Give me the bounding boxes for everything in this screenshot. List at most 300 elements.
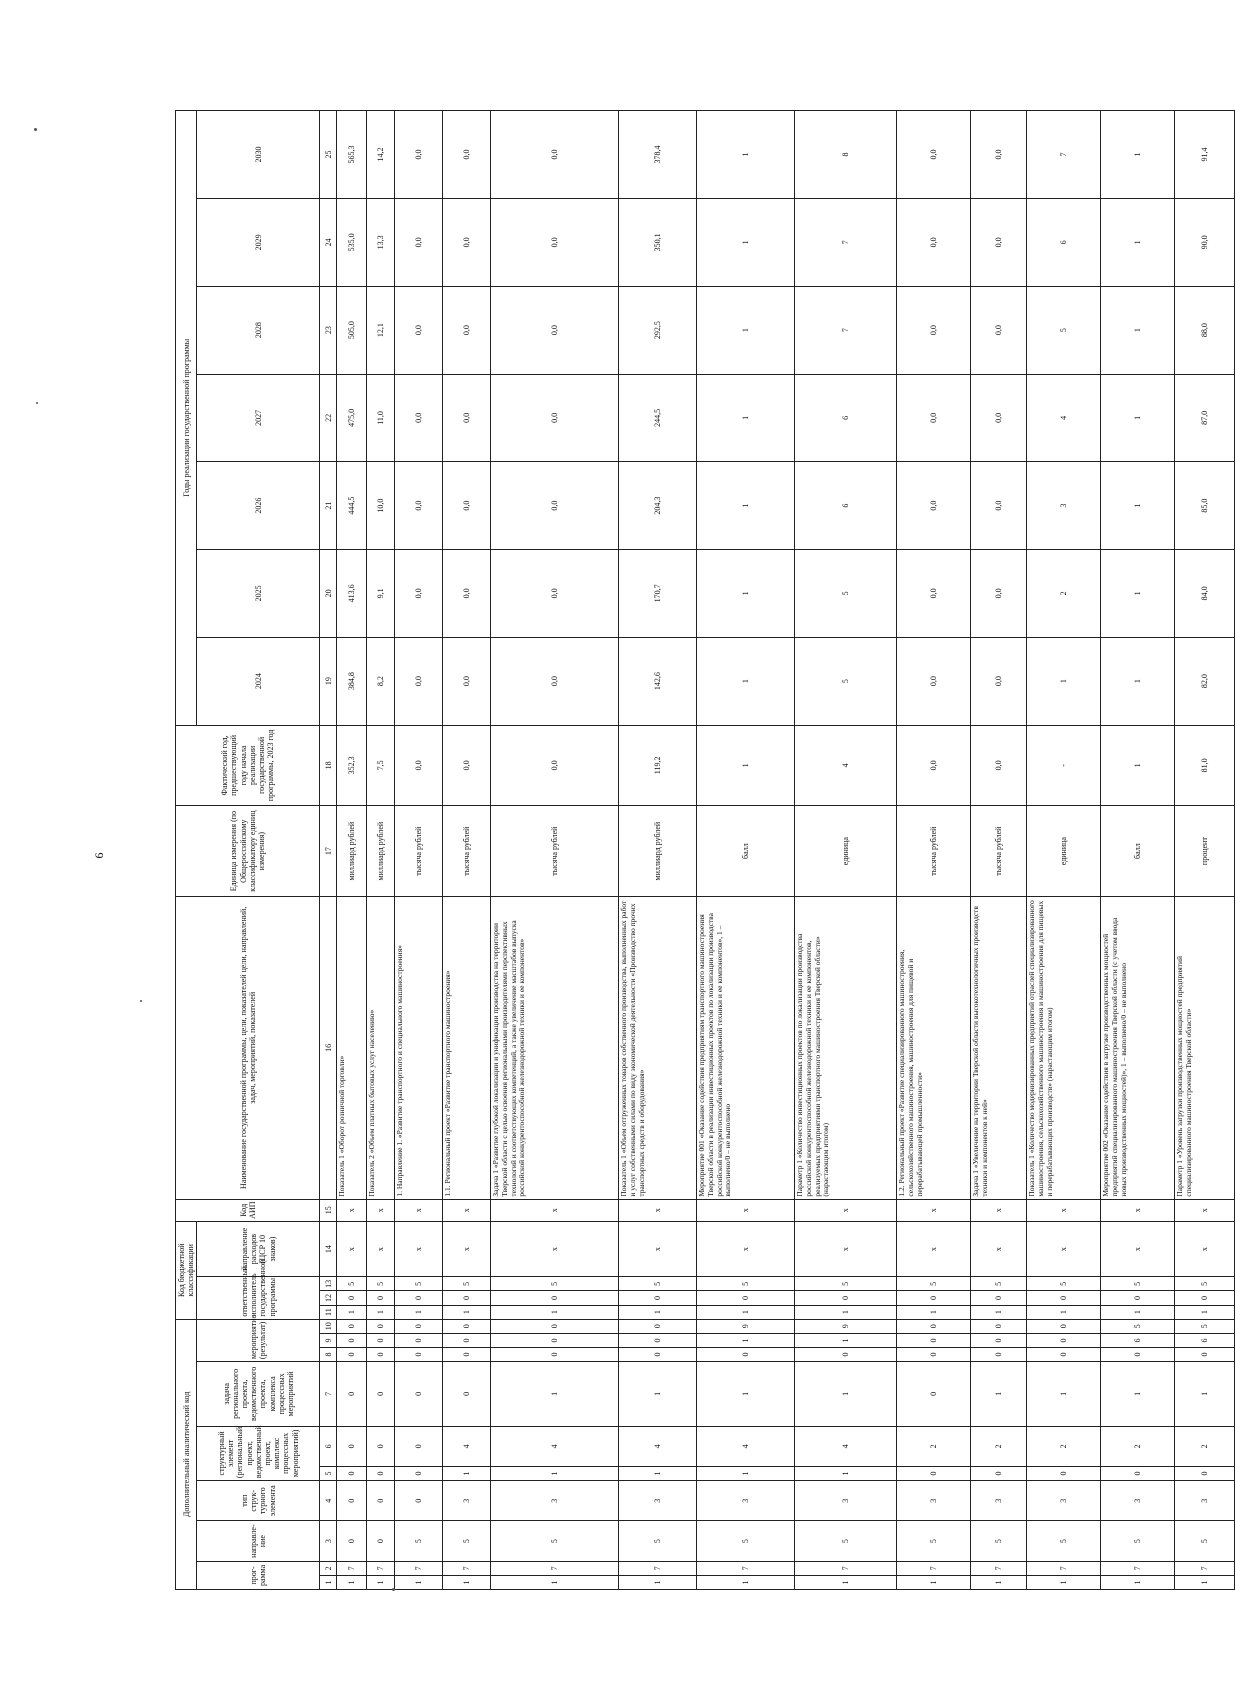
header-year-2030: 2030 — [197, 111, 320, 199]
row-year-value: 5 — [795, 550, 897, 638]
code-cell: 1 — [1175, 1575, 1235, 1589]
code-cell: 5 — [337, 1277, 367, 1291]
code-cell: 5 — [697, 1521, 795, 1561]
column-number: 1 — [320, 1575, 337, 1589]
row-unit: балл — [1101, 806, 1175, 897]
row-year-value: 1 — [1101, 286, 1175, 374]
code-cell: 0 — [1027, 1347, 1101, 1361]
code-cell: х — [697, 1199, 795, 1221]
header-unit: Единица измерения (по Общероссийскому классификатору единиц измерения) — [176, 806, 320, 897]
row-year-value: 0,0 — [971, 286, 1027, 374]
code-cell: 0 — [897, 1319, 971, 1333]
code-cell: 7 — [795, 1561, 897, 1575]
code-cell: 7 — [1101, 1561, 1175, 1575]
row-unit: процент — [1175, 806, 1235, 897]
code-cell: 4 — [697, 1426, 795, 1466]
code-cell: 2 — [1101, 1426, 1175, 1466]
row-year-value: 0,0 — [971, 462, 1027, 550]
row-fact-value: 352,3 — [337, 725, 367, 806]
row-year-value: 0,0 — [971, 550, 1027, 638]
header-name: Наименование государственной программы, цели, показателей цели, направлений, задач, мероприятий, показателей — [176, 897, 320, 1200]
code-cell: 0 — [443, 1347, 491, 1361]
row-year-value: 1 — [1101, 462, 1175, 550]
code-cell: 4 — [491, 1426, 619, 1466]
row-year-value: 0,0 — [443, 111, 491, 199]
header-kod-aip: Код АИП — [176, 1199, 320, 1221]
code-cell: 9 — [795, 1319, 897, 1333]
code-cell: 7 — [367, 1561, 395, 1575]
code-cell: 1 — [897, 1305, 971, 1319]
code-cell: 7 — [1027, 1561, 1101, 1575]
row-year-value: 244,5 — [619, 374, 697, 462]
code-cell: 5 — [1027, 1277, 1101, 1291]
row-unit: тысяча рублей — [897, 806, 971, 897]
header-program: прог-рамма — [197, 1561, 320, 1589]
row-name: Показатель 1 «Количество модернизированных предприятий отраслей специализированного машиностроения, сельскохозяйственного машиностроения и машиностроения для пищевых и перерабатывающих производств» (нарастающим итогом) — [1027, 897, 1101, 1200]
code-cell: 5 — [1175, 1277, 1235, 1291]
header-year-2028: 2028 — [197, 286, 320, 374]
code-cell: 5 — [1027, 1521, 1101, 1561]
scan-speck — [34, 128, 37, 131]
code-cell: 2 — [971, 1426, 1027, 1466]
code-cell: 5 — [1175, 1319, 1235, 1333]
code-cell: 1 — [1027, 1575, 1101, 1589]
code-cell: 0 — [971, 1347, 1027, 1361]
row-year-value: 6 — [1027, 199, 1101, 287]
code-cell: 0 — [1027, 1319, 1101, 1333]
code-cell: 2 — [1027, 1426, 1101, 1466]
row-year-value: 8,2 — [367, 637, 395, 725]
row-year-value: 1 — [1101, 111, 1175, 199]
code-cell: 3 — [1175, 1481, 1235, 1521]
row-year-value: 12,1 — [367, 286, 395, 374]
header-direction: направле-ние — [197, 1521, 320, 1561]
code-cell: х — [795, 1199, 897, 1221]
code-cell: 1 — [1101, 1575, 1175, 1589]
column-number: 15 — [320, 1199, 337, 1221]
row-year-value: 1 — [1101, 199, 1175, 287]
column-number: 2 — [320, 1561, 337, 1575]
code-cell: 1 — [971, 1575, 1027, 1589]
row-fact-value: 7,5 — [367, 725, 395, 806]
row-name: 1.2. Региональный проект «Развитие специализированного машиностроения, сельскохозяйственного машиностроения, машиностроения для пищевой и перерабатывающей промышленности» — [897, 897, 971, 1200]
header-year-2026: 2026 — [197, 462, 320, 550]
column-number: 3 — [320, 1521, 337, 1561]
row-year-value: 0,0 — [443, 550, 491, 638]
code-cell: 5 — [491, 1277, 619, 1291]
code-cell: 0 — [367, 1426, 395, 1466]
row-year-value: 90,0 — [1175, 199, 1235, 287]
column-number: 10 — [320, 1319, 337, 1333]
code-cell: 1 — [619, 1305, 697, 1319]
code-cell: 1 — [795, 1362, 897, 1427]
code-cell: 0 — [337, 1333, 367, 1347]
code-cell: 0 — [395, 1426, 443, 1466]
header-event: мероприятие (результат) — [197, 1319, 320, 1361]
code-cell: х — [1027, 1199, 1101, 1221]
row-year-value: 11,0 — [367, 374, 395, 462]
table-row — [971, 111, 1027, 1590]
code-cell: 4 — [795, 1426, 897, 1466]
code-cell: х — [367, 1199, 395, 1221]
row-year-value: 9,1 — [367, 550, 395, 638]
code-cell: 0 — [491, 1347, 619, 1361]
code-cell: 0 — [443, 1291, 491, 1305]
code-cell: х — [395, 1199, 443, 1221]
table-row — [1101, 111, 1175, 1590]
code-cell: 1 — [337, 1305, 367, 1319]
header-year-2027: 2027 — [197, 374, 320, 462]
row-year-value: 0,0 — [897, 111, 971, 199]
code-cell: 0 — [395, 1347, 443, 1361]
row-name: Мероприятие 002 «Оказание содействия в загрузке производственных мощностей предприятий специализированного машиностроения Тверской области (с учетом ввода новых производственных мощностей)», 1 – выполнено/0 – не выполнено — [1101, 897, 1175, 1200]
column-number: 4 — [320, 1481, 337, 1521]
code-cell: 5 — [443, 1521, 491, 1561]
code-cell: х — [491, 1199, 619, 1221]
code-cell: 1 — [443, 1575, 491, 1589]
row-year-value: 0,0 — [971, 111, 1027, 199]
code-cell: 3 — [443, 1481, 491, 1521]
code-cell: 0 — [491, 1319, 619, 1333]
code-cell: 3 — [897, 1481, 971, 1521]
row-year-value: 0,0 — [971, 637, 1027, 725]
row-year-value: 0,0 — [491, 462, 619, 550]
row-year-value: 0,0 — [897, 550, 971, 638]
row-unit: тысяча рублей — [443, 806, 491, 897]
code-cell: 5 — [1101, 1319, 1175, 1333]
row-year-value: 142,6 — [619, 637, 697, 725]
column-number: 24 — [320, 199, 337, 287]
column-number: 9 — [320, 1333, 337, 1347]
column-number: 20 — [320, 550, 337, 638]
table-body — [320, 111, 1235, 1590]
code-cell: 7 — [1175, 1561, 1235, 1575]
row-year-value: 0,0 — [491, 286, 619, 374]
code-cell: 7 — [337, 1561, 367, 1575]
code-cell: 1 — [1101, 1362, 1175, 1427]
code-cell: х — [971, 1199, 1027, 1221]
column-number: 14 — [320, 1221, 337, 1277]
row-year-value: 0,0 — [897, 462, 971, 550]
code-cell: х — [337, 1199, 367, 1221]
code-cell: 0 — [897, 1466, 971, 1480]
code-cell: 7 — [971, 1561, 1027, 1575]
code-cell: 5 — [971, 1521, 1027, 1561]
code-cell: 1 — [971, 1305, 1027, 1319]
code-cell: 2 — [897, 1426, 971, 1466]
row-year-value: 505,0 — [337, 286, 367, 374]
code-cell: 0 — [1027, 1333, 1101, 1347]
code-cell: 7 — [491, 1561, 619, 1575]
code-cell: 0 — [697, 1291, 795, 1305]
code-cell: 0 — [337, 1426, 367, 1466]
code-cell: 0 — [395, 1481, 443, 1521]
row-year-value: 0,0 — [395, 637, 443, 725]
row-unit: балл — [697, 806, 795, 897]
code-cell: х — [697, 1221, 795, 1277]
row-fact-value: - — [1027, 725, 1101, 806]
code-cell: 0 — [337, 1319, 367, 1333]
code-cell: 0 — [337, 1362, 367, 1427]
code-cell: 0 — [971, 1291, 1027, 1305]
row-year-value: 475,0 — [337, 374, 367, 462]
row-name: Задача 1 «Развитие глубокой локализации и унификации производства на территории Тверской области с целью освоения региональными производителями перспективных технологий и соответствующих компетенций, а также увеличение масштабов выпуска российской конкурентоспособной железнодорожной техники и ее компонентов» — [491, 897, 619, 1200]
code-cell: 0 — [367, 1319, 395, 1333]
row-year-value: 7 — [795, 286, 897, 374]
row-year-value: 292,5 — [619, 286, 697, 374]
code-cell: 0 — [367, 1362, 395, 1427]
scan-speck — [392, 1588, 395, 1591]
code-cell: 0 — [395, 1362, 443, 1427]
row-year-value: 444,5 — [337, 462, 367, 550]
header-year-2024: 2024 — [197, 637, 320, 725]
code-cell: 0 — [1175, 1347, 1235, 1361]
code-cell: 7 — [897, 1561, 971, 1575]
code-cell: 1 — [971, 1362, 1027, 1427]
row-year-value: 84,0 — [1175, 550, 1235, 638]
column-number: 25 — [320, 111, 337, 199]
code-cell: 0 — [619, 1319, 697, 1333]
table-row — [367, 111, 395, 1590]
table-row — [443, 111, 491, 1590]
row-year-value: 0,0 — [491, 637, 619, 725]
code-cell: х — [367, 1221, 395, 1277]
row-year-value: 0,0 — [491, 111, 619, 199]
row-year-value: 0,0 — [395, 111, 443, 199]
column-number: 12 — [320, 1291, 337, 1305]
header-element-type: тип струк-турного элемента — [197, 1481, 320, 1521]
code-cell: 1 — [395, 1575, 443, 1589]
code-cell: 1 — [897, 1575, 971, 1589]
header-years-group: Годы реализации государственной программы — [176, 111, 197, 726]
code-cell: 3 — [619, 1481, 697, 1521]
rotated-table — [175, 110, 1210, 1590]
code-cell: х — [1101, 1221, 1175, 1277]
code-cell: 0 — [395, 1319, 443, 1333]
row-year-value: 6 — [795, 462, 897, 550]
code-cell: 1 — [697, 1305, 795, 1319]
table-row — [897, 111, 971, 1590]
code-cell: 1 — [395, 1305, 443, 1319]
code-cell: 1 — [1101, 1305, 1175, 1319]
row-fact-value: 0,0 — [897, 725, 971, 806]
row-year-value: 535,0 — [337, 199, 367, 287]
code-cell: 0 — [367, 1347, 395, 1361]
code-cell: 0 — [697, 1347, 795, 1361]
table-row — [491, 111, 619, 1590]
row-year-value: 1 — [697, 199, 795, 287]
code-cell: 5 — [1101, 1277, 1175, 1291]
row-year-value: 4 — [1027, 374, 1101, 462]
row-year-value: 0,0 — [395, 550, 443, 638]
row-unit: миллиард рублей — [619, 806, 697, 897]
column-number: 6 — [320, 1426, 337, 1466]
row-name: Показатель 1 «Оборот розничной торговли» — [337, 897, 367, 1200]
code-cell: 0 — [619, 1347, 697, 1361]
code-cell: 0 — [491, 1291, 619, 1305]
code-cell: 0 — [443, 1319, 491, 1333]
code-cell: 1 — [795, 1466, 897, 1480]
row-year-value: 0,0 — [897, 374, 971, 462]
row-year-value: 2 — [1027, 550, 1101, 638]
row-unit: единица — [1027, 806, 1101, 897]
row-year-value: 0,0 — [395, 462, 443, 550]
code-cell: 5 — [367, 1277, 395, 1291]
code-cell: 1 — [491, 1466, 619, 1480]
table-row — [337, 111, 367, 1590]
row-year-value: 0,0 — [897, 637, 971, 725]
row-year-value: 1 — [697, 374, 795, 462]
row-fact-value: 81,0 — [1175, 725, 1235, 806]
code-cell: 5 — [795, 1521, 897, 1561]
code-cell: 0 — [395, 1333, 443, 1347]
row-year-value: 85,0 — [1175, 462, 1235, 550]
code-cell: х — [897, 1199, 971, 1221]
row-year-value: 0,0 — [897, 286, 971, 374]
column-number: 23 — [320, 286, 337, 374]
code-cell: 6 — [1175, 1333, 1235, 1347]
code-cell: х — [337, 1221, 367, 1277]
row-year-value: 0,0 — [443, 462, 491, 550]
code-cell: 1 — [367, 1575, 395, 1589]
program-indicators-table — [175, 110, 1235, 1590]
code-cell: 6 — [1101, 1333, 1175, 1347]
column-number: 5 — [320, 1466, 337, 1480]
code-cell: 9 — [697, 1319, 795, 1333]
code-cell: 1 — [443, 1466, 491, 1480]
header-expense: направление расходов (ЦСР 10 знаков) — [197, 1221, 320, 1277]
row-year-value: 1 — [697, 550, 795, 638]
row-unit: миллиард рублей — [367, 806, 395, 897]
code-cell: х — [1101, 1199, 1175, 1221]
code-cell: 5 — [697, 1277, 795, 1291]
row-fact-value: 0,0 — [443, 725, 491, 806]
code-cell: х — [491, 1221, 619, 1277]
code-cell: 0 — [971, 1333, 1027, 1347]
code-cell: 0 — [367, 1291, 395, 1305]
column-number: 22 — [320, 374, 337, 462]
rotated-table-frame — [175, 110, 1210, 1590]
code-cell: 7 — [619, 1561, 697, 1575]
row-unit: тысяча рублей — [971, 806, 1027, 897]
row-year-value: 91,4 — [1175, 111, 1235, 199]
row-year-value: 0,0 — [971, 199, 1027, 287]
code-cell: 0 — [897, 1347, 971, 1361]
row-year-value: 1 — [1101, 374, 1175, 462]
row-year-value: 3 — [1027, 462, 1101, 550]
code-cell: 0 — [897, 1333, 971, 1347]
row-year-value: 1 — [697, 637, 795, 725]
code-cell: х — [619, 1199, 697, 1221]
code-cell: 5 — [619, 1277, 697, 1291]
row-year-value: 0,0 — [443, 286, 491, 374]
code-cell: 0 — [337, 1291, 367, 1305]
column-number: 17 — [320, 806, 337, 897]
code-cell: 5 — [395, 1521, 443, 1561]
code-cell: 0 — [795, 1291, 897, 1305]
row-year-value: 82,0 — [1175, 637, 1235, 725]
row-name: Показатель 2 «Объем платных бытовых услуг населению» — [367, 897, 395, 1200]
code-cell: 0 — [1101, 1347, 1175, 1361]
row-fact-value: 1 — [697, 725, 795, 806]
row-name: Задача 1 «Увеличение на территории Тверской области высокотехнологичных производств техники и компонентов к ней» — [971, 897, 1027, 1200]
code-cell: 5 — [1101, 1521, 1175, 1561]
row-name: 1. Направление 1. «Развитие транспортного и специального машиностроения» — [395, 897, 443, 1200]
code-cell: 0 — [395, 1466, 443, 1480]
row-year-value: 0,0 — [443, 637, 491, 725]
row-year-value: 14,2 — [367, 111, 395, 199]
code-cell: х — [1175, 1221, 1235, 1277]
code-cell: 7 — [443, 1561, 491, 1575]
code-cell: 3 — [971, 1481, 1027, 1521]
code-cell: 0 — [795, 1347, 897, 1361]
row-year-value: 0,0 — [491, 374, 619, 462]
row-fact-value: 0,0 — [395, 725, 443, 806]
row-year-value: 6 — [795, 374, 897, 462]
code-cell: 0 — [337, 1347, 367, 1361]
row-name: 1.1. Региональный проект «Развитие транспортного машиностроения» — [443, 897, 491, 1200]
column-number: 16 — [320, 897, 337, 1200]
row-unit: единица — [795, 806, 897, 897]
row-year-value: 384,8 — [337, 637, 367, 725]
code-cell: х — [395, 1221, 443, 1277]
code-cell: 1 — [1027, 1362, 1101, 1427]
code-cell: 0 — [897, 1362, 971, 1427]
row-year-value: 87,0 — [1175, 374, 1235, 462]
row-year-value: 1 — [697, 462, 795, 550]
code-cell: 1 — [619, 1575, 697, 1589]
row-year-value: 5 — [795, 637, 897, 725]
table-row — [1175, 111, 1235, 1590]
code-cell: х — [1027, 1221, 1101, 1277]
row-year-value: 1 — [697, 111, 795, 199]
code-cell: х — [897, 1221, 971, 1277]
code-cell: х — [443, 1199, 491, 1221]
code-cell: 0 — [367, 1521, 395, 1561]
row-fact-value: 0,0 — [971, 725, 1027, 806]
code-cell: 0 — [897, 1291, 971, 1305]
code-cell: 1 — [795, 1575, 897, 1589]
row-year-value: 204,3 — [619, 462, 697, 550]
code-cell: 2 — [1175, 1426, 1235, 1466]
row-year-value: 565,3 — [337, 111, 367, 199]
code-cell: 0 — [491, 1333, 619, 1347]
table-row — [1027, 111, 1101, 1590]
row-year-value: 1 — [1101, 637, 1175, 725]
row-fact-value: 119,2 — [619, 725, 697, 806]
row-year-value: 1 — [697, 286, 795, 374]
code-cell: 1 — [367, 1305, 395, 1319]
code-cell: 5 — [395, 1277, 443, 1291]
code-cell: х — [443, 1221, 491, 1277]
code-cell: 0 — [619, 1333, 697, 1347]
code-cell: 3 — [1027, 1481, 1101, 1521]
code-cell: 1 — [619, 1466, 697, 1480]
code-cell: 1 — [491, 1362, 619, 1427]
header-struct-element: структурный элемент (региональный проект, ведомственный проект, комплекс процессных мероприятий) — [197, 1426, 320, 1480]
row-year-value: 10,0 — [367, 462, 395, 550]
row-year-value: 0,0 — [491, 550, 619, 638]
header-year-2029: 2029 — [197, 199, 320, 287]
row-unit: миллиард рублей — [337, 806, 367, 897]
code-cell: х — [619, 1221, 697, 1277]
code-cell: 1 — [795, 1333, 897, 1347]
scan-speck — [36, 402, 38, 404]
code-cell: 1 — [697, 1362, 795, 1427]
header-task: задача регионального проекта, ведомственного проекта, комплекса процессных мероприятий — [197, 1362, 320, 1427]
row-year-value: 0,0 — [395, 199, 443, 287]
table-row — [697, 111, 795, 1590]
